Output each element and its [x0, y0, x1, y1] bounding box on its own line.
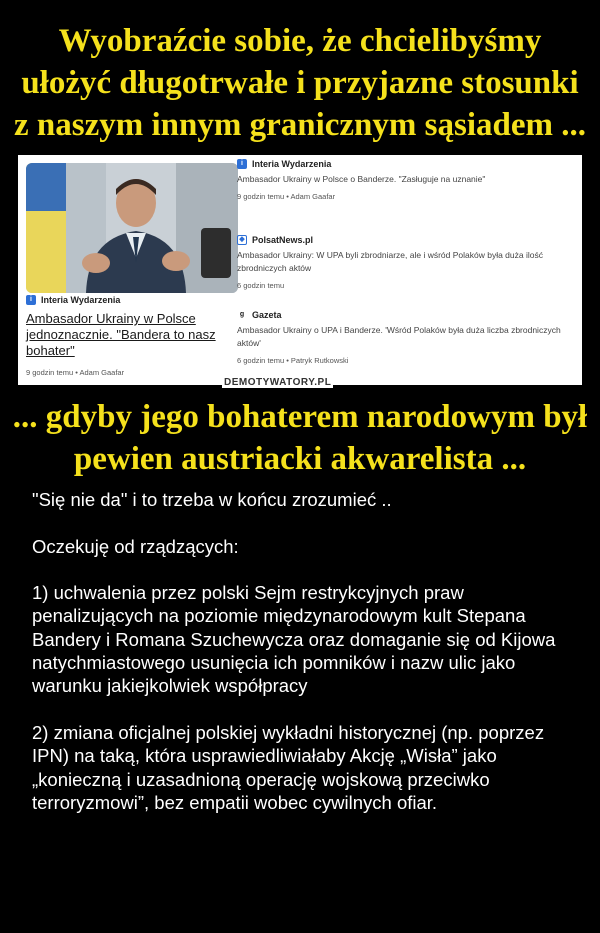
- left-source-row: [26, 295, 238, 305]
- news-source: PolsatNews.pl: [252, 235, 314, 245]
- bottom-title: ... gdyby jego bohaterem narodowym był pewien austriacki akwarelista ...: [12, 399, 588, 477]
- watermark: DEMOTYWATORY.PL: [224, 377, 332, 388]
- news-headline[interactable]: Ambasador Ukrainy: W UPA byli zbrodniarze, ale i wśród Polaków była duża ilość zbrodniczych aktów: [237, 250, 543, 273]
- left-source: Interia Wydarzenia: [41, 295, 121, 305]
- news-item[interactable]: [237, 235, 577, 290]
- interia-icon: i: [237, 159, 247, 169]
- news-source: Interia Wydarzenia: [252, 159, 332, 169]
- body-text: "Się nie da" i to trzeba w końcu zrozumieć .. Oczekuję od rządzących: 1) uchwalenia przez polski Sejm restrykcyjnych praw penalizujących na poziomie międzynarodowym kult Stepana Bandery i Romana Szuchewycza oraz domaganie się od Kijowa natychmiastowego usunięcia ich pomników i nazw ulic jako warunku jakiejkolwiek współpracy 2) zmiana oficjalnej polskiej wykładni historycznej (np. poprzez IPN) na taką, która usprawiedliwiałaby Akcję „Wisła” jako „konieczną i uzasadnioną operację wojskową przeciwko terroryzmowi”, bez empatii wobec cywilnych ofiar.: [32, 489, 556, 813]
- news-meta: 6 godzin temu • Patryk Rutkowski: [237, 356, 349, 365]
- news-item[interactable]: [237, 310, 577, 365]
- news-meta: 6 godzin temu: [237, 281, 285, 290]
- interia-icon: i: [26, 295, 36, 305]
- ambassador-photo: [26, 163, 238, 293]
- news-meta: 9 godzin temu • Adam Gaafar: [237, 192, 336, 201]
- news-screenshot-panel: [18, 155, 582, 385]
- news-item[interactable]: [237, 159, 485, 201]
- left-news-item[interactable]: [26, 293, 238, 377]
- news-source: Gazeta: [252, 310, 282, 320]
- news-headline[interactable]: Ambasador Ukrainy w Polsce o Banderze. "Zasługuje na uznanie": [237, 174, 486, 184]
- left-headline-link[interactable]: Ambasador Ukrainy w Polsce jednoznacznie. "Bandera to nasz bohater": [26, 311, 216, 358]
- polsatnews-icon: ◆: [237, 235, 247, 245]
- gazeta-icon: g: [237, 310, 247, 320]
- top-title: Wyobraźcie sobie, że chcielibyśmy ułożyć długotrwałe i przyjazne stosunki z naszym innym granicznym sąsiadem ...: [14, 23, 586, 143]
- news-headline[interactable]: Ambasador Ukrainy o UPA i Banderze. 'Wśród Polaków była duża liczba zbrodniczych aktów': [237, 325, 561, 348]
- left-meta: 9 godzin temu • Adam Gaafar: [26, 368, 125, 377]
